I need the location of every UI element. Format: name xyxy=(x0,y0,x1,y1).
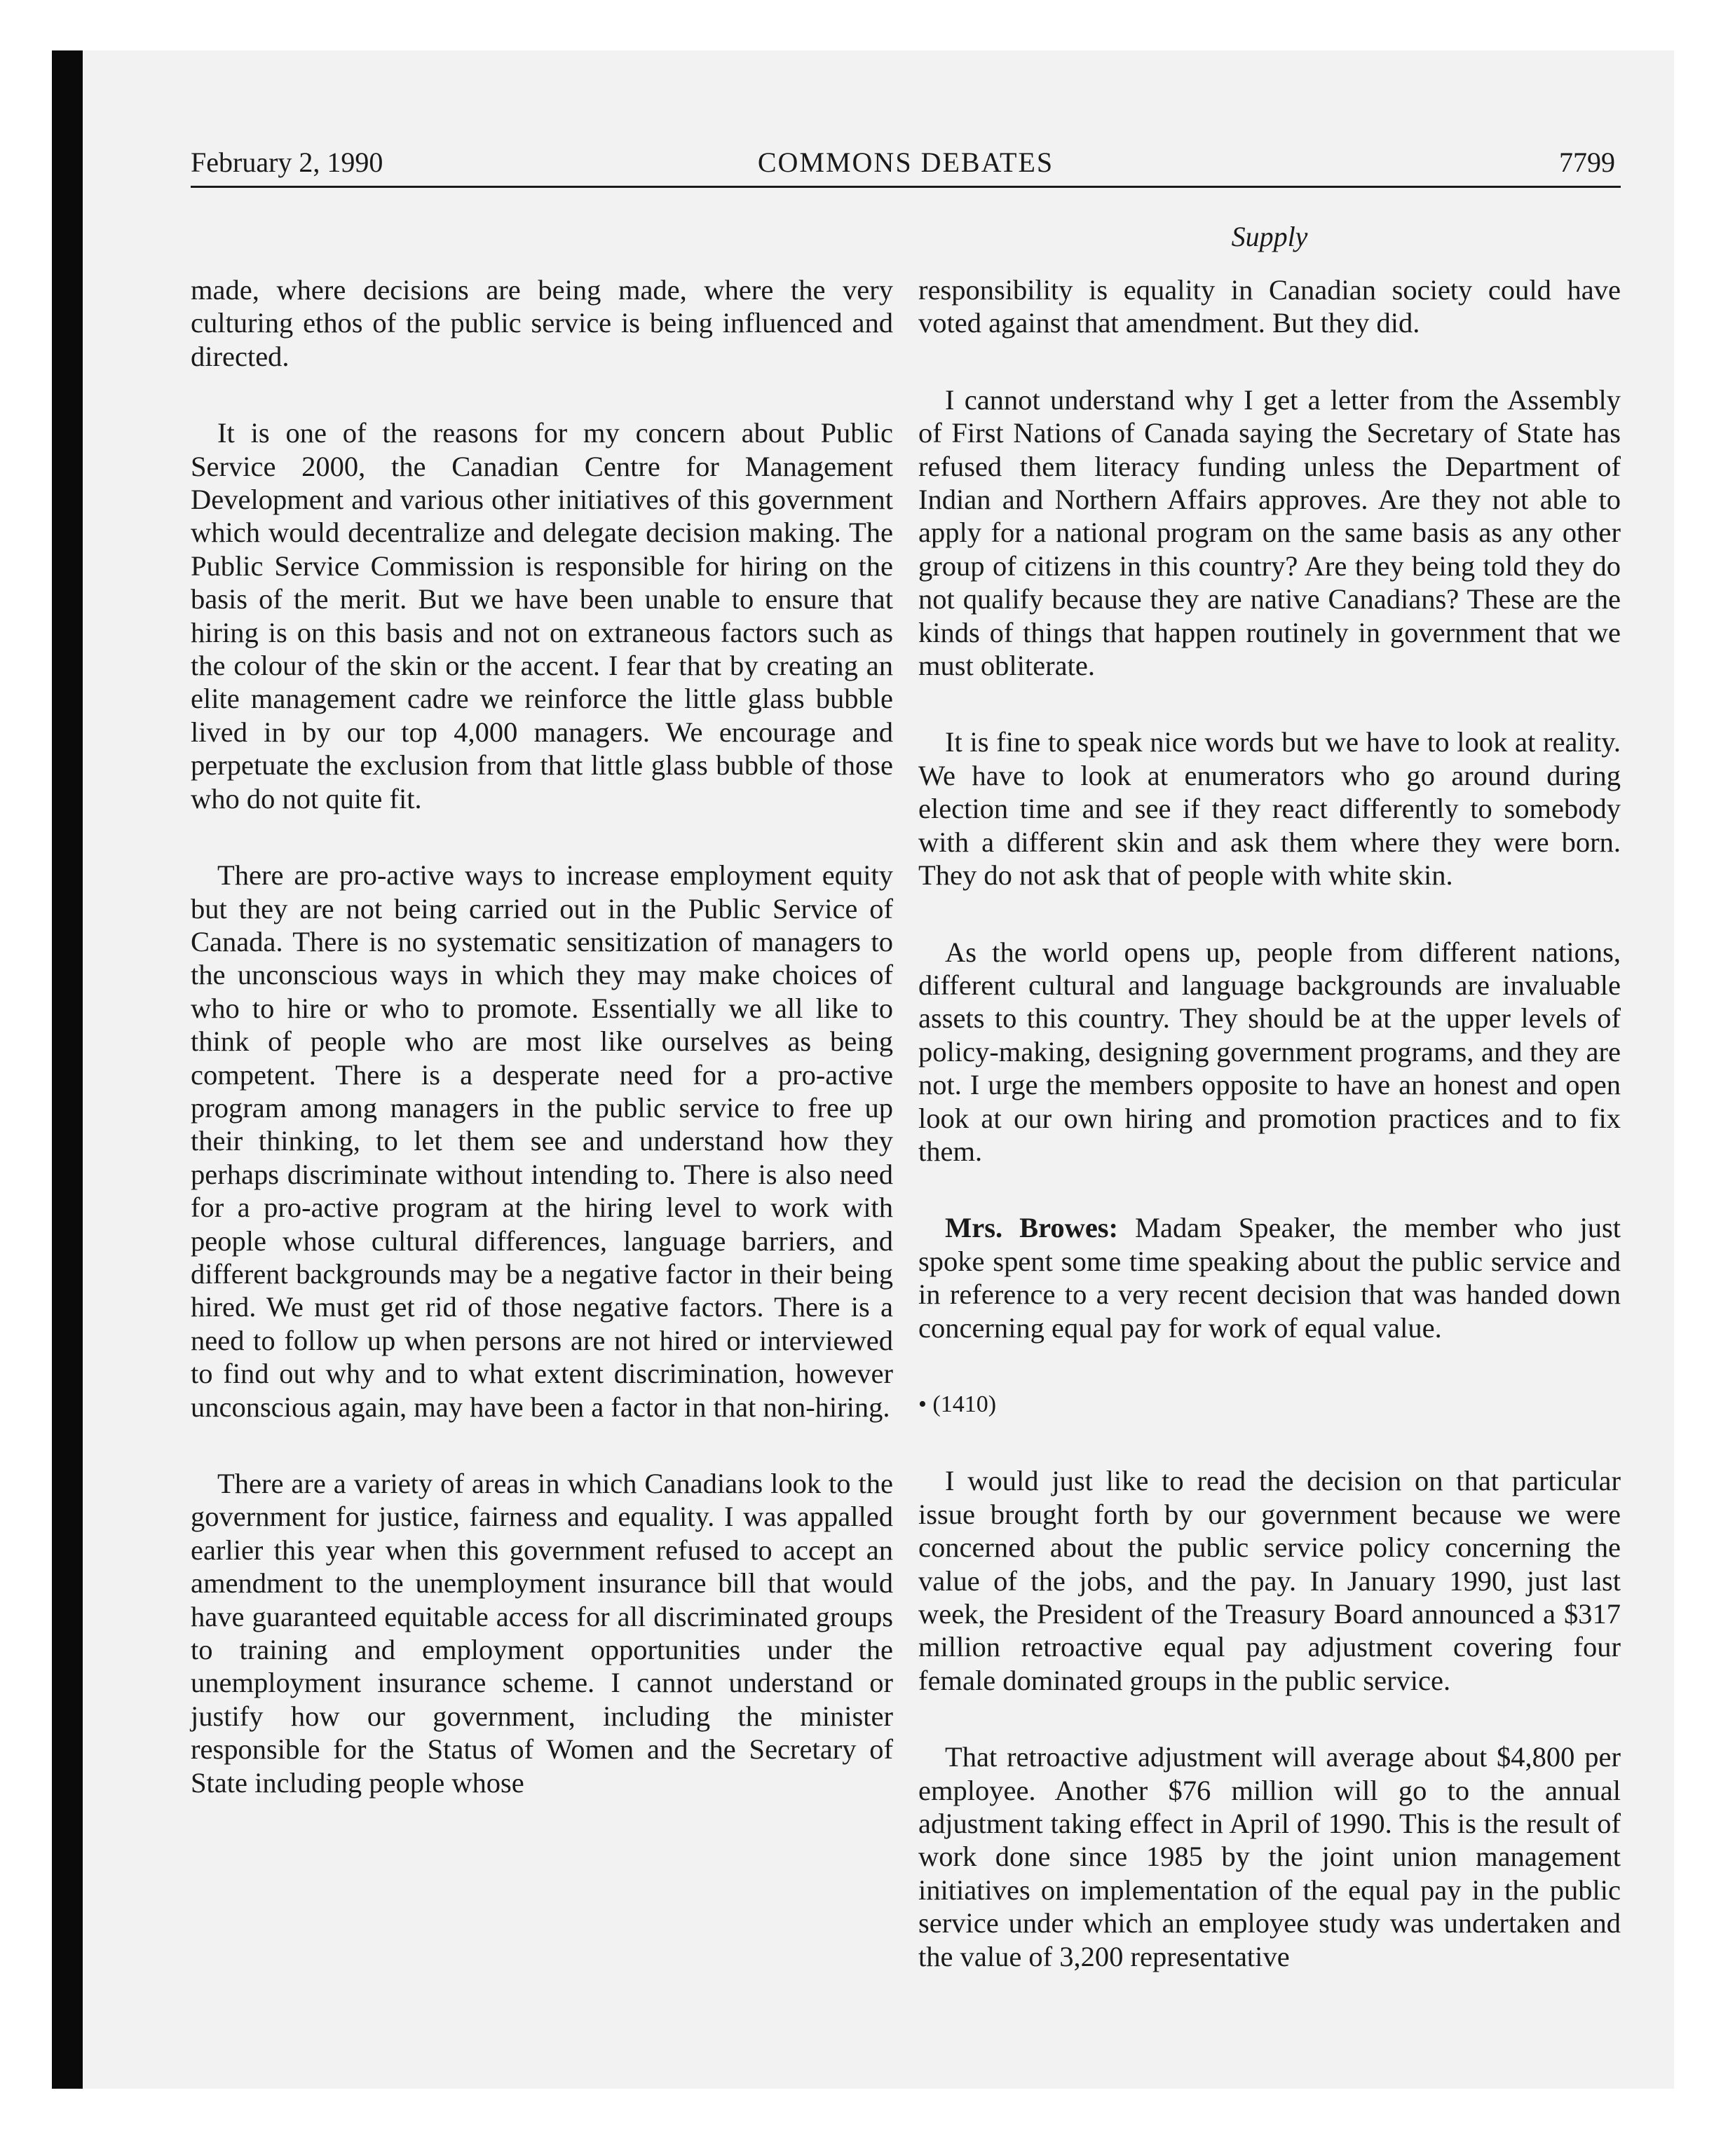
paragraph: made, where decisions are being made, where the very culturing ethos of the public service is being influenced and directed. xyxy=(191,274,893,372)
paragraph: That retroactive adjustment will average about $4,800 per employee. Another $76 million will go to the annual adjustment taking effect in April of 1990. This is the result of work done since 1985 by the joint union management initiatives on implementation of the equal pay in the public service under which an employee study was undertaken and the value of 3,200 representative xyxy=(918,1741,1621,1972)
header-title: COMMONS DEBATES xyxy=(757,146,1054,178)
paragraph: There are pro-active ways to increase employment equity but they are not being carried out in the Public Service of Canada. There is no systematic sensitization of managers to the unconscious ways in which they may make choices of who to hire or who to promote. Essentially we all like to think of people who are most like ourselves as being competent. There is a desperate need for a pro-active program among managers in the public service to free up their thinking, to let them see and understand how they perhaps discriminate without intending to. There is also need for a pro-active program at the hiring level to work with people whose cultural differences, language barriers, and different backgrounds may be a negative factor in their being hired. We must get rid of those negative factors. There is a need to follow up when persons are not hired or interviewed to find out why and to what extent discrimination, however unconscious again, may have been a factor in that non-hiring. xyxy=(191,859,893,1423)
header-page-number: 7799 xyxy=(1559,146,1615,178)
paragraph: It is fine to speak nice words but we have to look at reality. We have to look at enumerators who go around during election time and see if they react differently to somebody with a different skin and ask them where they were born. They do not ask that of people with white skin. xyxy=(918,726,1621,892)
header-date: February 2, 1990 xyxy=(191,146,383,178)
time-marker-text: (1410) xyxy=(932,1391,997,1417)
section-label: Supply xyxy=(1231,221,1308,252)
header-rule xyxy=(191,186,1621,188)
speaker-name: Mrs. Browes: xyxy=(945,1212,1119,1244)
page-header xyxy=(191,140,1621,185)
paragraph: It is one of the reasons for my concern about Public Service 2000, the Canadian Centre for Management Development and various other initiatives of this government which would decentralize and delegate decision making. The Public Service Commission is responsible for hiring on the basis of the merit. But we have been unable to ensure that hiring is on this basis and not on extraneous factors such as the colour of the skin or the accent. I fear that by creating an elite management cadre we reinforce the little glass bubble lived in by our top 4,000 managers. We encourage and perpetuate the exclusion from that little glass bubble of those who do not quite fit. xyxy=(191,417,893,814)
time-marker xyxy=(918,1388,1621,1421)
paragraph: I cannot understand why I get a letter from the Assembly of First Nations of Canada saying the Secretary of State has refused them literacy funding unless the Department of Indian and Northern Affairs approves. Are they not able to apply for a national program on the same basis as any other group of citizens in this country? Are they being told they do not qualify because they are native Canadians? These are the kinds of things that happen routinely in government that we must obliterate. xyxy=(918,383,1621,682)
paragraph: As the world opens up, people from different nations, different cultural and language backgrounds are invaluable assets to this country. They should be at the upper levels of policy-making, designing government programs, and they are not. I urge the members opposite to have an honest and open look at our own hiring and promotion practices and to fix them. xyxy=(918,936,1621,1167)
scan-edge xyxy=(52,50,83,2089)
bullet-icon: • xyxy=(918,1391,927,1417)
speech-text: Madam Speaker, the member who just spoke spent some time speaking about the public service and in reference to a very recent decision that was handed down concerning equal pay for work of equal value. xyxy=(918,1212,1621,1344)
paragraph: There are a variety of areas in which Canadians look to the government for justice, fairness and equality. I was appalled earlier this year when this government refused to accept an amendment to the unemployment insurance bill that would have guaranteed equitable access for all discriminated groups to training and employment opportunities under the unemployment insurance scheme. I cannot understand or justify how our government, including the minister responsible for the Status of Women and the Secretary of State including people whose xyxy=(191,1468,893,1799)
paragraph: responsibility is equality in Canadian society could have voted against that amendment. But they did. xyxy=(918,274,1621,339)
left-column xyxy=(191,273,893,1843)
right-column xyxy=(918,273,1621,2017)
paragraph: I would just like to read the decision on that particular issue brought forth by our government because we were concerned about the public service policy concerning the value of the jobs, and the pay. In January 1990, just last week, the President of the Treasury Board announced a $317 million retroactive equal pay adjustment covering four female dominated groups in the public service. xyxy=(918,1465,1621,1696)
speech-paragraph xyxy=(918,1211,1621,1344)
